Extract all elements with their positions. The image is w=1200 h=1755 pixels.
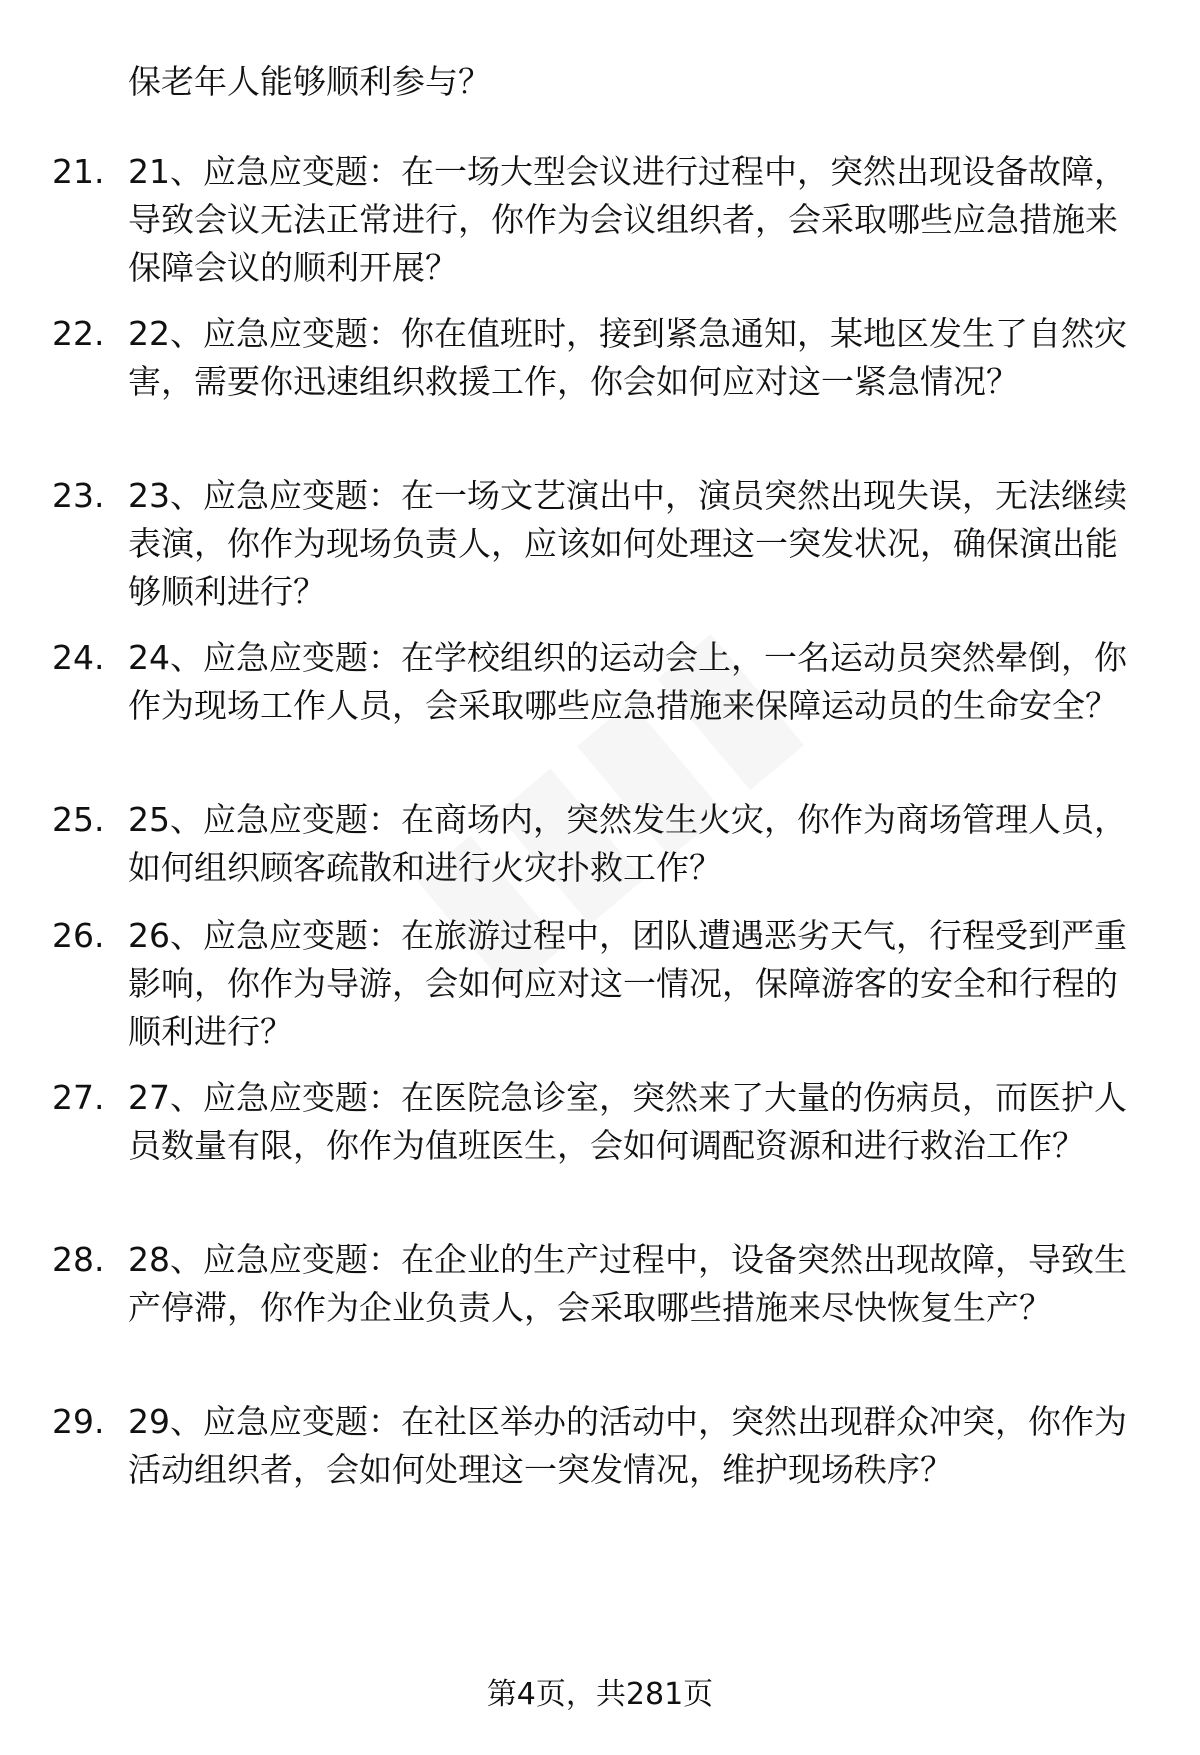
item-number: 25.: [52, 800, 105, 839]
item-text: 21、应急应变题：在一场大型会议进行过程中，突然出现设备故障，导致会议无法正常进行，你作为会议组织者，会采取哪些应急措施来保障会议的顺利开展？: [128, 152, 1127, 287]
item-number: 28.: [52, 1240, 105, 1279]
item-text: 24、应急应变题：在学校组织的运动会上，一名运动员突然晕倒，你作为现场工作人员，会采取哪些应急措施来保障运动员的生命安全？: [128, 638, 1127, 725]
item-text: 22、应急应变题：你在值班时，接到紧急通知，某地区发生了自然灾害，需要你迅速组织救援工作，你会如何应对这一紧急情况？: [128, 314, 1127, 401]
item-number: 23.: [52, 476, 105, 515]
item-number: 27.: [52, 1078, 105, 1117]
item-number: 26.: [52, 916, 105, 955]
item-text: 28、应急应变题：在企业的生产过程中，设备突然出现故障，导致生产停滞，你作为企业负责人，会采取哪些措施来尽快恢复生产？: [128, 1240, 1127, 1327]
item-number: 22.: [52, 314, 105, 353]
item-number: 24.: [52, 638, 105, 677]
item-text: 29、应急应变题：在社区举办的活动中，突然出现群众冲突，你作为活动组织者，会如何处理这一突发情况，维护现场秩序？: [128, 1402, 1127, 1489]
continuation-text: 保老年人能够顺利参与？: [128, 62, 491, 101]
item-text: 25、应急应变题：在商场内，突然发生火灾，你作为商场管理人员，如何组织顾客疏散和进行火灾扑救工作？: [128, 800, 1127, 887]
page-footer: 第4页，共281页: [486, 1677, 714, 1712]
item-number: 21.: [52, 152, 105, 191]
item-number: 29.: [52, 1402, 105, 1441]
item-text: 23、应急应变题：在一场文艺演出中，演员突然出现失误，无法继续表演，你作为现场负责人，应该如何处理这一突发状况，确保演出能够顺利进行？: [128, 476, 1127, 611]
item-text: 27、应急应变题：在医院急诊室，突然来了大量的伤病员，而医护人员数量有限，你作为值班医生，会如何调配资源和进行救治工作？: [128, 1078, 1127, 1165]
item-text: 26、应急应变题：在旅游过程中，团队遭遇恶劣天气，行程受到严重影响，你作为导游，会如何应对这一情况，保障游客的安全和行程的顺利进行？: [128, 916, 1127, 1051]
